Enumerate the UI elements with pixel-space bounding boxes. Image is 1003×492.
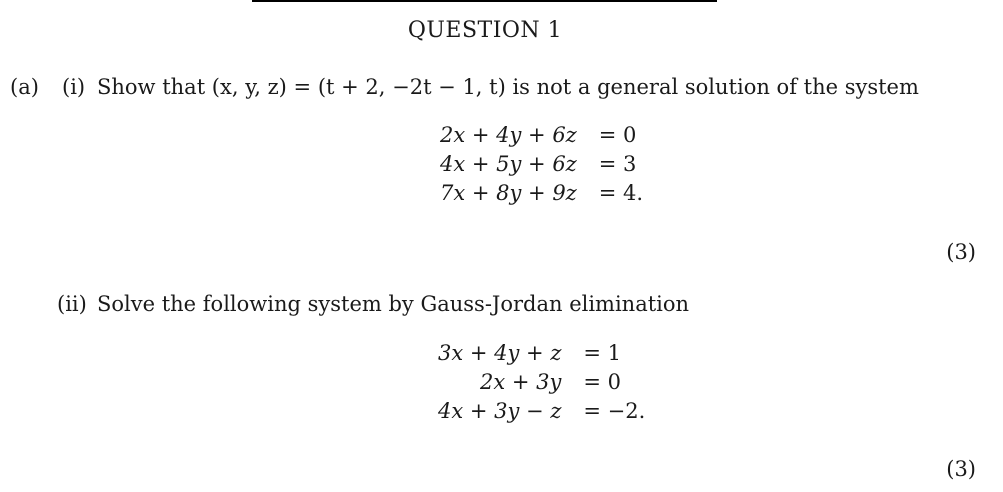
equation-lhs: 7x + 8y + 9z <box>440 181 577 205</box>
equation-rhs: = 0 <box>583 370 622 394</box>
marks-i: (3) <box>946 240 976 264</box>
equation-lhs: 4x + 3y − z <box>438 399 562 423</box>
item-ii-label: (ii) <box>57 292 87 316</box>
equation-lhs: 4x + 5y + 6z <box>440 152 577 176</box>
question-title: QUESTION 1 <box>407 18 563 43</box>
item-i-label: (i) <box>62 75 86 99</box>
equation-rhs: = 1 <box>583 341 622 365</box>
equation-rhs: = 3 <box>598 152 637 176</box>
top-rule <box>252 0 717 2</box>
system-i <box>440 121 643 208</box>
equation-lhs: 2x + 3y <box>480 370 562 394</box>
equation-lhs: 2x + 4y + 6z <box>440 123 577 147</box>
equation-rhs: = −2. <box>583 399 646 423</box>
item-ii-statement: Solve the following system by Gauss-Jordan elimination <box>97 292 690 316</box>
marks-ii: (3) <box>946 457 976 481</box>
system-ii <box>438 339 645 426</box>
equation-lhs: 3x + 4y + z <box>438 341 562 365</box>
part-a-label: (a) <box>10 75 39 99</box>
equation-rhs: = 0 <box>598 123 637 147</box>
equation-rhs: = 4. <box>598 181 644 205</box>
item-i-statement: Show that (x, y, z) = (t + 2, −2t − 1, t) is not a general solution of the system <box>97 75 919 99</box>
